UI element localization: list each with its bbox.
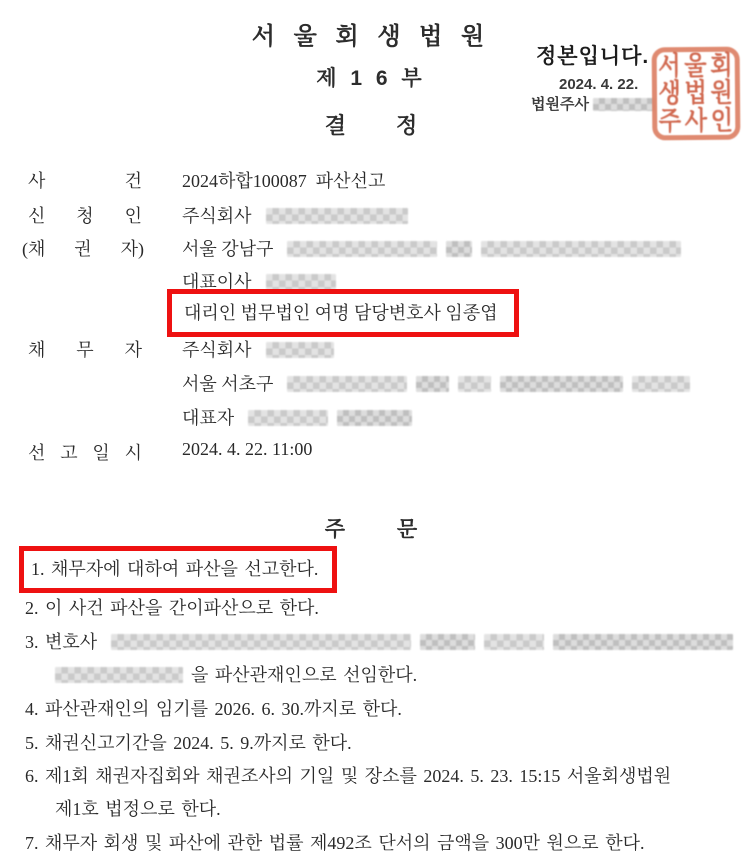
redacted-trustee-info [111,634,411,650]
order-item-3-line1 [25,628,733,654]
ceo-label: 대표이사 [182,272,252,292]
debtor-value [182,336,334,362]
order-item-6-line2: 제1호 법정으로 한다. [55,799,221,819]
seal-char: 사 [684,105,708,136]
court-name: 서 울 회 생 법 원 [251,23,491,50]
document-title: 결 정 [324,113,418,138]
debtor-address [182,370,690,396]
redacted-address [446,241,472,257]
creditor-address-prefix: 서울 강남구 [182,239,274,259]
redacted-trustee-info [553,634,733,650]
order-item-2: 2. 이 사건 파산을 간이파산으로 한다. [25,598,319,618]
seal-char: 법 [684,77,708,108]
ruling-datetime: 2024. 4. 22. 11:00 [182,439,313,459]
order-item-5: 5. 채권신고기간을 2024. 5. 9.까지로 한다. [25,733,352,753]
order-item-7: 7. 채무자 회생 및 파산에 관한 법률 제492조 단서의 금액을 300만 원으로 한다. [25,833,645,853]
redacted-address [632,376,690,392]
seal-char: 원 [710,77,734,108]
redacted-address [458,376,491,392]
court-clerk-label: 법원주사 [531,96,589,113]
redacted-clerk-name [593,98,655,111]
seal-char: 주 [658,105,682,136]
redacted-trustee-name [55,667,183,683]
order-item-1: 1. 채무자에 대하여 파산을 선고한다. [31,559,319,579]
order-item-4: 4. 파산관재인의 임기를 2026. 6. 30.까지로 한다. [25,699,402,719]
case-number: 2024하합100087 파산선고 [182,171,386,191]
applicant-company-prefix: 주식회사 [182,206,252,226]
redacted-applicant-name [266,208,408,224]
redacted-address [287,241,437,257]
stamp-date: 2024. 4. 22. [559,76,639,93]
debtor-address-prefix: 서울 서초구 [182,374,274,394]
debtor-label: 채 무 자 [28,340,142,360]
applicant-value [182,202,408,228]
ruling-datetime-label: 선 고 일 시 [28,443,142,463]
creditor-address [182,235,681,261]
seal-char: 회 [710,49,734,81]
redacted-address [416,376,449,392]
redacted-trustee-info [420,634,475,650]
redacted-address [481,241,681,257]
redacted-trustee-info [484,634,544,650]
redacted-address [500,376,623,392]
court-clerk-line [531,93,655,114]
redacted-debtor-name [266,342,334,358]
seal-char: 서 [658,50,682,81]
attorney-line: 대리인 법무법인 여명 담당변호사 임종엽 [184,303,498,323]
order-item1-highlight-box [19,546,337,593]
redacted-representative-name [248,410,328,426]
order-item-3-line2 [55,661,417,687]
court-division: 제 1 6 부 [316,67,426,90]
order-item-3-prefix: 3. 변호사 [25,632,98,652]
representative-line [182,404,412,430]
redacted-address [287,376,407,392]
representative-label: 대표자 [182,408,235,428]
order-item-6-line1: 6. 제1회 채권자집회와 채권조사의 기일 및 장소를 2024. 5. 23. 15:15 서울회생법원 [25,766,672,786]
applicant-label: 신 청 인 [28,206,142,226]
order-item-3-suffix: 을 파산관재인으로 선임한다. [191,665,418,685]
certified-copy-label: 정본입니다. [536,45,650,68]
case-label: 사 건 [28,171,142,191]
attorney-highlight-box [167,289,519,337]
redacted-ceo-name [266,274,336,290]
seal-char: 인 [710,105,734,136]
debtor-company-prefix: 주식회사 [182,340,252,360]
creditor-label: (채 권 자) [22,239,144,259]
court-seal-icon [652,47,741,141]
seal-char: 생 [658,78,682,109]
order-section-title: 주 문 [324,518,418,541]
redacted-representative-name [337,410,412,426]
seal-char: 울 [684,50,708,81]
